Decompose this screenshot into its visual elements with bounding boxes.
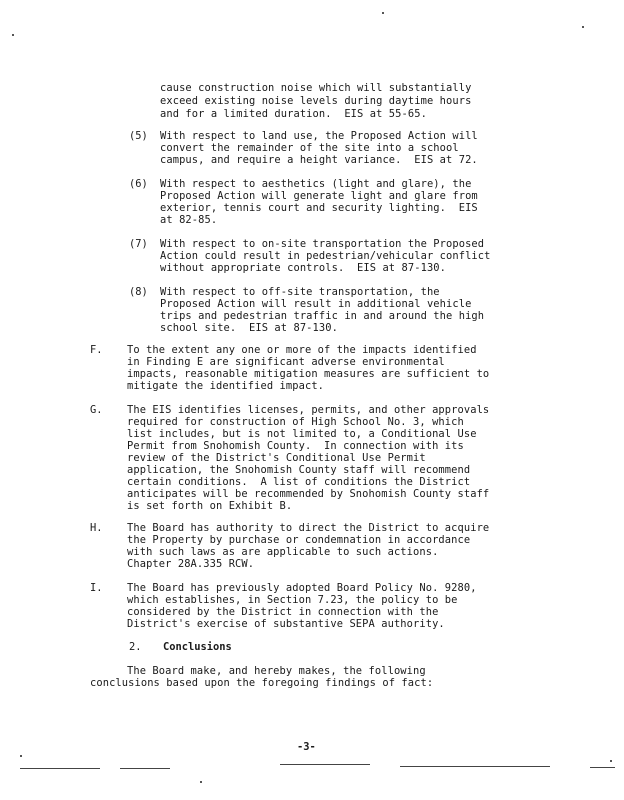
sub-item-8-line-1: With respect to off-site transportation, the xyxy=(160,286,440,298)
sub-item-8-line-3: trips and pedestrian traffic in and around the high xyxy=(160,310,485,322)
finding-f-line-2: in Finding E are significant adverse environmental xyxy=(127,356,445,368)
sub-item-number-6: (6) xyxy=(129,178,148,190)
sub-item-7-line-2: Action could result in pedestrian/vehicular conflict xyxy=(160,250,491,262)
continuation-line-2: exceed existing noise levels during daytime hours xyxy=(160,95,472,107)
finding-f-line-4: mitigate the identified impact. xyxy=(127,380,325,392)
footer-rule-fragment xyxy=(400,766,550,767)
scan-speck xyxy=(382,12,384,14)
scan-speck xyxy=(610,760,612,762)
sub-item-8-line-2: Proposed Action will result in additional vehicle xyxy=(160,298,472,310)
sub-item-number-7: (7) xyxy=(129,238,148,250)
finding-g-line-1: The EIS identifies licenses, permits, and other approvals xyxy=(127,404,490,416)
sub-item-5-line-1: With respect to land use, the Proposed Action will xyxy=(160,130,478,142)
finding-g-line-8: anticipates will be recommended by Snohomish County staff xyxy=(127,488,490,500)
finding-g-line-9: is set forth on Exhibit B. xyxy=(127,500,293,512)
sub-item-6-line-3: exterior, tennis court and security lighting. EIS xyxy=(160,202,478,214)
sub-item-6-line-2: Proposed Action will generate light and glare from xyxy=(160,190,478,202)
finding-i-line-2: which establishes, in Section 7.23, the policy to be xyxy=(127,594,458,606)
finding-letter-g: G. xyxy=(90,404,103,416)
conclusions-number: 2. xyxy=(129,641,142,653)
finding-h-line-2: the Property by purchase or condemnation in accordance xyxy=(127,534,471,546)
sub-item-6-line-4: at 82-85. xyxy=(160,214,218,226)
finding-letter-f: F. xyxy=(90,344,103,356)
finding-f-line-1: To the extent any one or more of the impacts identified xyxy=(127,344,477,356)
finding-i-line-3: considered by the District in connection with the xyxy=(127,606,439,618)
sub-item-7-line-1: With respect to on-site transportation the Proposed xyxy=(160,238,485,250)
scan-speck xyxy=(12,34,14,36)
finding-h-line-4: Chapter 28A.335 RCW. xyxy=(127,558,255,570)
finding-h-line-1: The Board has authority to direct the District to acquire xyxy=(127,522,490,534)
conclusions-heading: Conclusions xyxy=(163,641,232,653)
finding-h-line-3: with such laws as are applicable to such actions. xyxy=(127,546,439,558)
scan-speck xyxy=(20,755,22,757)
sub-item-8-line-4: school site. EIS at 87-130. xyxy=(160,322,338,334)
finding-g-line-3: list includes, but is not limited to, a Conditional Use xyxy=(127,428,477,440)
finding-g-line-7: certain conditions. A list of conditions the District xyxy=(127,476,471,488)
sub-item-7-line-3: without appropriate controls. EIS at 87-130. xyxy=(160,262,447,274)
finding-g-line-5: review of the District's Conditional Use Permit xyxy=(127,452,426,464)
finding-letter-h: H. xyxy=(90,522,103,534)
footer-rule-fragment xyxy=(590,767,615,768)
conclusions-intro-line-2: conclusions based upon the foregoing findings of fact: xyxy=(90,677,434,689)
continuation-line-1: cause construction noise which will substantially xyxy=(160,82,472,94)
finding-g-line-4: Permit from Snohomish County. In connection with its xyxy=(127,440,464,452)
footer-rule-fragment xyxy=(280,764,370,765)
page-number: -3- xyxy=(297,741,316,753)
finding-letter-i: I. xyxy=(90,582,103,594)
sub-item-5-line-2: convert the remainder of the site into a school xyxy=(160,142,459,154)
finding-i-line-4: District's exercise of substantive SEPA authority. xyxy=(127,618,445,630)
footer-rule-fragment xyxy=(120,768,170,769)
continuation-line-3: and for a limited duration. EIS at 55-65. xyxy=(160,108,427,120)
sub-item-number-8: (8) xyxy=(129,286,148,298)
finding-i-line-1: The Board has previously adopted Board Policy No. 9280, xyxy=(127,582,477,594)
finding-f-line-3: impacts, reasonable mitigation measures are sufficient to xyxy=(127,368,490,380)
footer-rule-fragment xyxy=(20,768,100,769)
scan-speck xyxy=(200,781,202,783)
scan-speck xyxy=(582,26,584,28)
sub-item-5-line-3: campus, and require a height variance. EIS at 72. xyxy=(160,154,478,166)
sub-item-6-line-1: With respect to aesthetics (light and glare), the xyxy=(160,178,472,190)
conclusions-intro-line-1: The Board make, and hereby makes, the following xyxy=(127,665,426,677)
sub-item-number-5: (5) xyxy=(129,130,148,142)
finding-g-line-6: application, the Snohomish County staff will recommend xyxy=(127,464,471,476)
finding-g-line-2: required for construction of High School No. 3, which xyxy=(127,416,464,428)
